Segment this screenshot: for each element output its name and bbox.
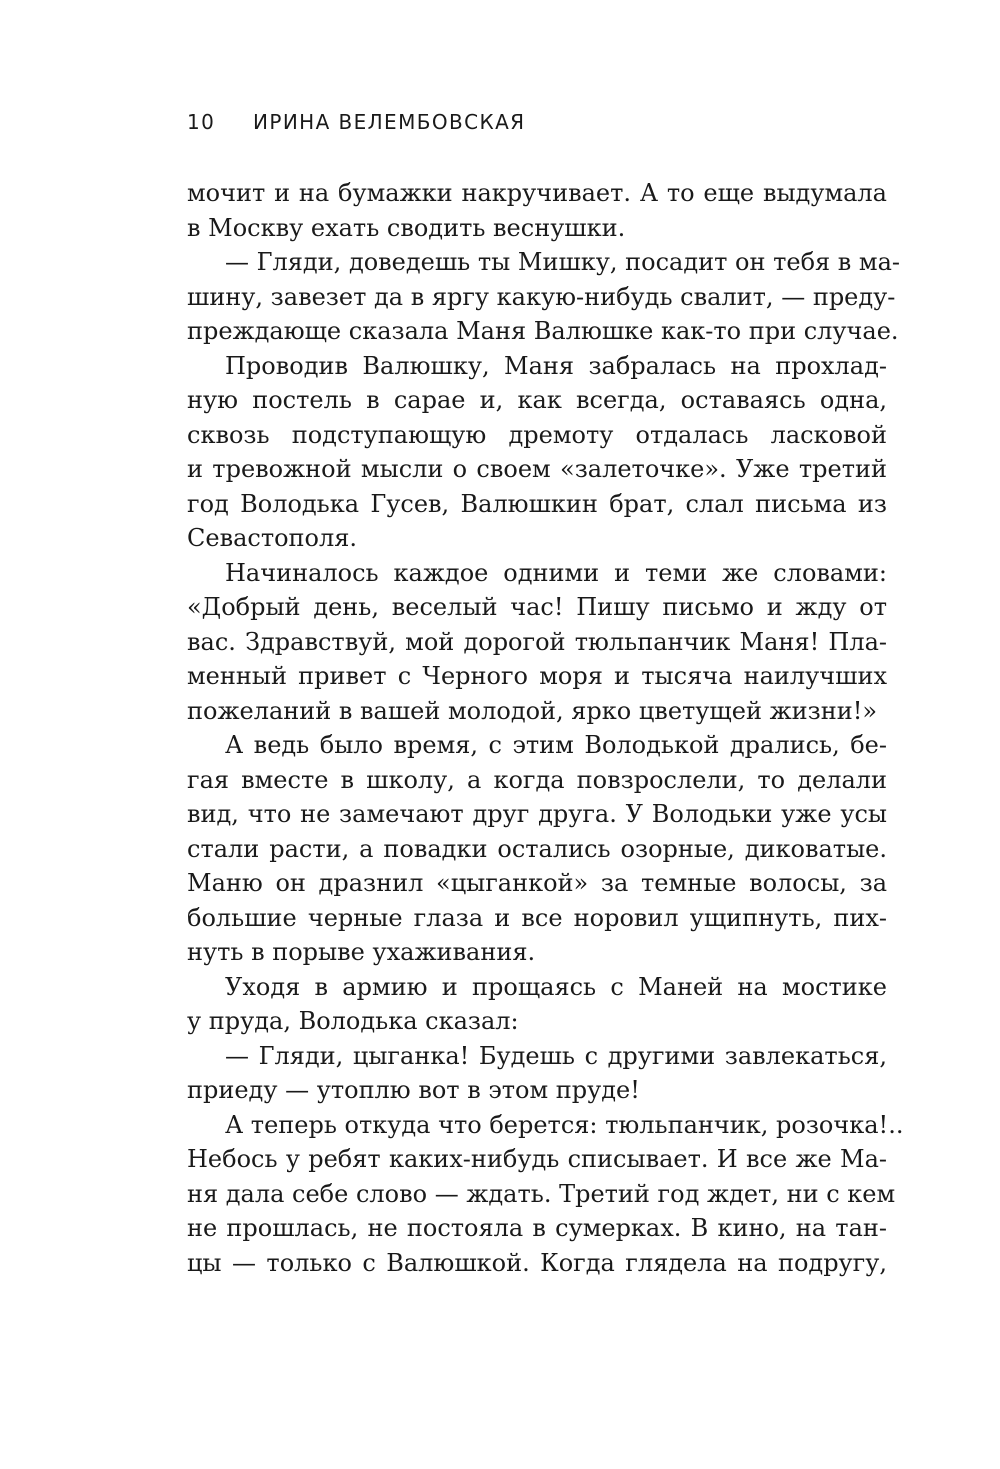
text-line: Небось у ребят каких-нибудь списывает. И все же Ма- <box>187 1145 887 1173</box>
body-text <box>187 176 904 1280</box>
text-line: большие черные глаза и все норовил ущипнуть, пих- <box>187 903 887 932</box>
text-line: Севастополя. <box>187 524 358 552</box>
text-line: преждающе сказала Маня Валюшке как-то при случае. <box>187 317 899 345</box>
text-line: стали расти, а повадки остались озорные, диковатые. <box>187 834 887 863</box>
text-line: Уходя в армию и прощаясь с Маней на мостике <box>225 972 887 1001</box>
text-line: нуть в порыве ухаживания. <box>187 938 536 966</box>
text-line: — Гляди, цыганка! Будешь с другими завлекаться, <box>225 1041 887 1070</box>
text-line: вас. Здравствуй, мой дорогой тюльпанчик Маня! Пла- <box>187 627 887 656</box>
text-line: вид, что не замечают друг друга. У Володьки уже усы <box>187 800 887 828</box>
text-line: А теперь откуда что берется: тюльпанчик, розочка!.. <box>225 1110 904 1139</box>
text-line: в Москву ехать сводить веснушки. <box>187 213 626 242</box>
text-line: — Гляди, доведешь ты Мишку, посадит он тебя в ма- <box>225 248 901 276</box>
text-line: шину, завезет да в яргу какую-нибудь свалит, — преду- <box>187 282 896 311</box>
text-line: цы — только с Валюшкой. Когда глядела на подругу, <box>187 1248 887 1277</box>
text-line: год Володька Гусев, Валюшкин брат, слал письма из <box>187 489 887 518</box>
text-line: не прошлась, не постояла в сумерках. В кино, на тан- <box>187 1214 887 1242</box>
text-line: «Добрый день, веселый час! Пишу письмо и жду от <box>187 593 887 621</box>
text-line: пожеланий в вашей молодой, ярко цветущей жизни!» <box>187 696 878 725</box>
text-line: сквозь подступающую дремоту отдалась ласковой <box>187 420 887 449</box>
text-line: менный привет с Черного моря и тысяча наилучших <box>187 662 887 690</box>
text-line: гая вместе в школу, а когда повзрослели, то делали <box>187 765 887 794</box>
text-line: ня дала себе слово — ждать. Третий год ждет, ни с кем <box>187 1179 896 1208</box>
text-line: А ведь было время, с этим Володькой дрались, бе- <box>225 731 887 759</box>
text-line: Маню он дразнил «цыганкой» за темные волосы, за <box>187 869 887 897</box>
page-number: 10 <box>187 110 216 134</box>
text-line: Проводив Валюшку, Маня забралась на прохлад- <box>225 351 887 380</box>
text-line: ную постель в сарае и, как всегда, оставаясь одна, <box>187 386 887 414</box>
running-head <box>187 110 525 142</box>
text-line: приеду — утоплю вот в этом пруде! <box>187 1076 640 1104</box>
text-line: у пруда, Володька сказал: <box>187 1007 519 1035</box>
text-line: мочит и на бумажки накручивает. А то еще выдумала <box>187 179 887 207</box>
text-line: Начиналось каждое одними и теми же словами: <box>225 558 887 587</box>
text-line: и тревожной мысли о своем «залеточке». Уже третий <box>187 455 887 483</box>
author-name: ИРИНА ВЕЛЕМБОВСКАЯ <box>253 110 526 134</box>
